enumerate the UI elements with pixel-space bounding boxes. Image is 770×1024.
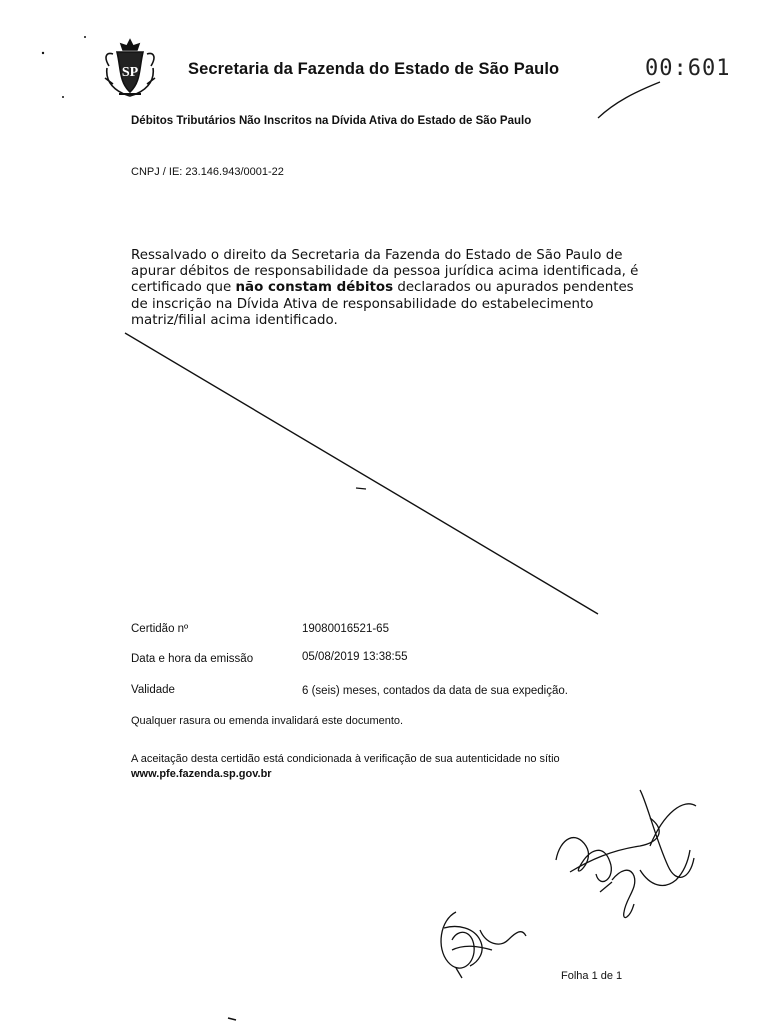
- signature-left: [441, 912, 526, 978]
- certidao-value: 19080016521-65: [302, 623, 389, 635]
- document-title: Secretaria da Fazenda do Estado de São Paulo: [188, 60, 560, 78]
- verification-site: www.pfe.fazenda.sp.gov.br: [131, 768, 272, 780]
- svg-text:SP: SP: [121, 65, 139, 80]
- cnpj-ie: CNPJ / IE: 23.146.943/0001-22: [131, 166, 284, 178]
- signature-right: [556, 790, 696, 918]
- emissao-label: Data e hora da emissão: [131, 653, 254, 665]
- body-text-part2: declarados ou apurados pendentes de inscrição na Dívida Ativa de responsabilidade do estabelecimento matriz/filial acima identificado.: [131, 280, 634, 328]
- body-text-bold: não constam débitos: [235, 280, 394, 296]
- stamp-stroke: [598, 82, 660, 118]
- rasura-note: Qualquer rasura ou emenda invalidará este documento.: [131, 715, 404, 727]
- validade-label: Validade: [131, 684, 175, 696]
- certidao-label: Certidão nº: [131, 623, 189, 635]
- aceitacao-note: A aceitação desta certidão está condicionada à verificação de sua autenticidade no sítio: [131, 753, 560, 765]
- body-text-part1: Ressalvado o direito da Secretaria da Fazenda do Estado de São Paulo de apurar débitos de responsabilidade da pessoa jurídica acima identificada, é certificado que: [131, 248, 639, 296]
- page-number: Folha 1 de 1: [561, 970, 623, 982]
- emissao-value: 05/08/2019 13:38:55: [302, 651, 408, 663]
- stamp-number: 00:601: [645, 56, 731, 81]
- document-subtitle: Débitos Tributários Não Inscritos na Dívida Ativa do Estado de São Paulo: [131, 115, 532, 127]
- diagonal-strike-line: [125, 333, 598, 614]
- validade-value: 6 (seis) meses, contados da data de sua expedição.: [302, 685, 568, 697]
